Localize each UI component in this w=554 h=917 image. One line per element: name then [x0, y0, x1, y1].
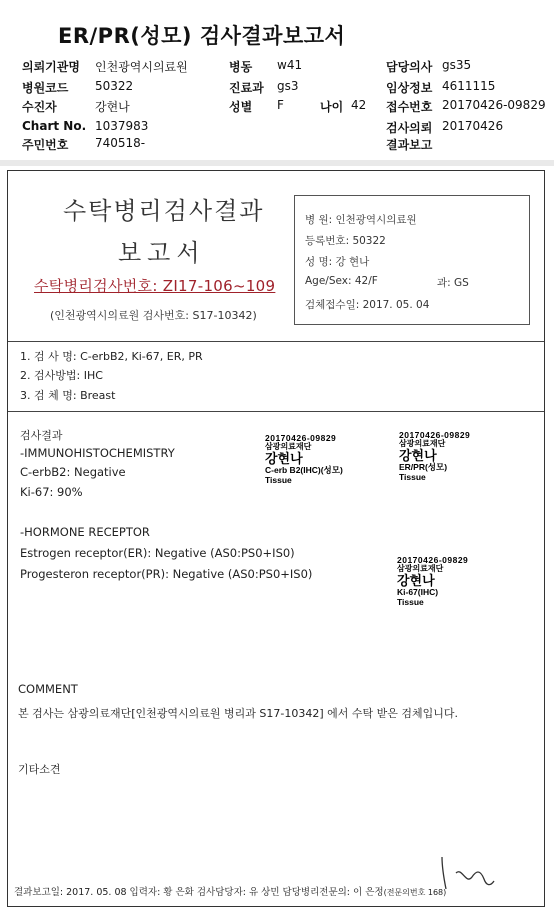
- er-result: Estrogen receptor(ER): Negative (AS0:PS0+IS0): [20, 546, 295, 560]
- ward-label: 병동: [229, 60, 253, 74]
- label-test: Ki-67(IHC): [397, 587, 439, 598]
- header-separator: [0, 160, 554, 166]
- receipt-no-label: 접수번호: [386, 100, 433, 114]
- request-label: 검사의뢰: [386, 121, 433, 135]
- sex-label: 성별: [229, 100, 253, 114]
- label-tissue: Tissue: [399, 471, 426, 482]
- request-value: 20170426: [442, 119, 504, 133]
- doctor-value: gs35: [442, 58, 472, 72]
- resident-no-value: 740518-: [95, 136, 146, 150]
- info-name: 성 명: 강 현나: [305, 256, 370, 268]
- ki67-result: Ki-67: 90%: [20, 485, 83, 499]
- hospital-code-label: 병원코드: [22, 81, 69, 95]
- comment-text: 본 검사는 삼광의료재단[인천광역시의료원 병리과 S17-10342] 에서 수탁 받은 검체입니다.: [18, 707, 459, 720]
- info-dept: 과: GS: [437, 277, 469, 289]
- request-number: 수탁병리검사번호: ZI17-106~109: [34, 277, 276, 295]
- page-title: ER/PR(성모) 검사결과보고서: [58, 24, 346, 48]
- ward-value: w41: [277, 58, 303, 72]
- doctor-label: 담당의사: [386, 60, 433, 74]
- footer-text: 결과보고일: 2017. 05. 08 입력자: 황 은화 검사담당자: 유 상민 담당병리전문의: 이 은정: [14, 887, 384, 898]
- hormone-heading: -HORMONE RECEPTOR: [20, 525, 150, 539]
- department-label: 진료과: [229, 81, 264, 95]
- report-footer: [14, 884, 446, 898]
- label-test: ER/PR(성모): [399, 462, 448, 473]
- hospital-code-value: 50322: [95, 79, 134, 93]
- results-heading: 검사결과: [20, 429, 63, 442]
- institution-test-number: (인천광역시의료원 검사번호: S17-10342): [50, 309, 257, 322]
- institution-label: 의뢰기관명: [22, 60, 80, 74]
- label-tissue: Tissue: [265, 474, 292, 485]
- age-label: 나이: [320, 100, 344, 114]
- recipient-value: 강현나: [95, 100, 130, 114]
- ihc-heading: -IMMUNOHISTOCHEMISTRY: [20, 446, 175, 460]
- label-tissue: Tissue: [397, 596, 424, 607]
- institution-value: 인천광역시의료원: [95, 60, 188, 74]
- label-institution: 삼광의료재단: [399, 439, 446, 449]
- patient-info-box: [294, 195, 530, 325]
- resident-no-label: 주민번호: [22, 138, 69, 152]
- sex-value: F: [277, 98, 284, 112]
- department-value: gs3: [277, 79, 299, 93]
- footer-license: (전문의번호 168): [383, 888, 447, 897]
- cerbb2-result: C-erbB2: Negative: [20, 465, 126, 479]
- specimen-label-ki67: [397, 556, 468, 607]
- specimen: 3. 검 체 명: Breast: [20, 389, 116, 402]
- divider: [8, 341, 544, 342]
- specimen-label-cerbb2: [265, 434, 343, 485]
- age-value: 42: [351, 98, 367, 112]
- result-report-label: 결과보고: [386, 138, 433, 152]
- label-number: 20170426-09829: [397, 555, 469, 565]
- info-hospital: 병 원: 인천광역시의료원: [305, 214, 417, 226]
- label-number: 20170426-09829: [399, 430, 471, 440]
- receipt-no-value: 20170426-09829: [442, 98, 546, 112]
- label-number: 20170426-09829: [265, 433, 337, 443]
- specimen-label-erpr: [399, 431, 470, 482]
- label-institution: 삼광의료재단: [397, 564, 444, 574]
- comment-heading: COMMENT: [18, 682, 78, 696]
- test-name: 1. 검 사 명: C-erbB2, Ki-67, ER, PR: [20, 350, 203, 363]
- label-name: 강현나: [265, 451, 303, 467]
- label-name: 강현나: [397, 573, 435, 589]
- clinical-info-value: 4611115: [442, 79, 496, 93]
- label-institution: 삼광의료재단: [265, 442, 312, 452]
- chart-no-label: Chart No.: [22, 119, 87, 133]
- clinical-info-label: 임상정보: [386, 81, 433, 95]
- label-test: C-erb B2(IHC)(성모): [265, 465, 343, 476]
- report-title-line2: 보고서: [118, 239, 206, 267]
- recipient-label: 수진자: [22, 100, 57, 114]
- pr-result: Progesteron receptor(PR): Negative (AS0:PS0+IS0): [20, 567, 313, 581]
- info-received: 검체접수일: 2017. 05. 04: [305, 299, 430, 311]
- chart-no-value: 1037983: [95, 119, 149, 133]
- test-method: 2. 검사방법: IHC: [20, 369, 103, 382]
- info-age-sex: Age/Sex: 42/F: [305, 275, 378, 287]
- divider: [8, 411, 544, 412]
- scanned-report: [7, 170, 545, 907]
- label-name: 강현나: [399, 448, 437, 464]
- other-findings-heading: 기타소견: [18, 763, 61, 776]
- report-title-line1: 수탁병리검사결과: [63, 197, 265, 225]
- info-reg-no: 등록번호: 50322: [305, 235, 386, 247]
